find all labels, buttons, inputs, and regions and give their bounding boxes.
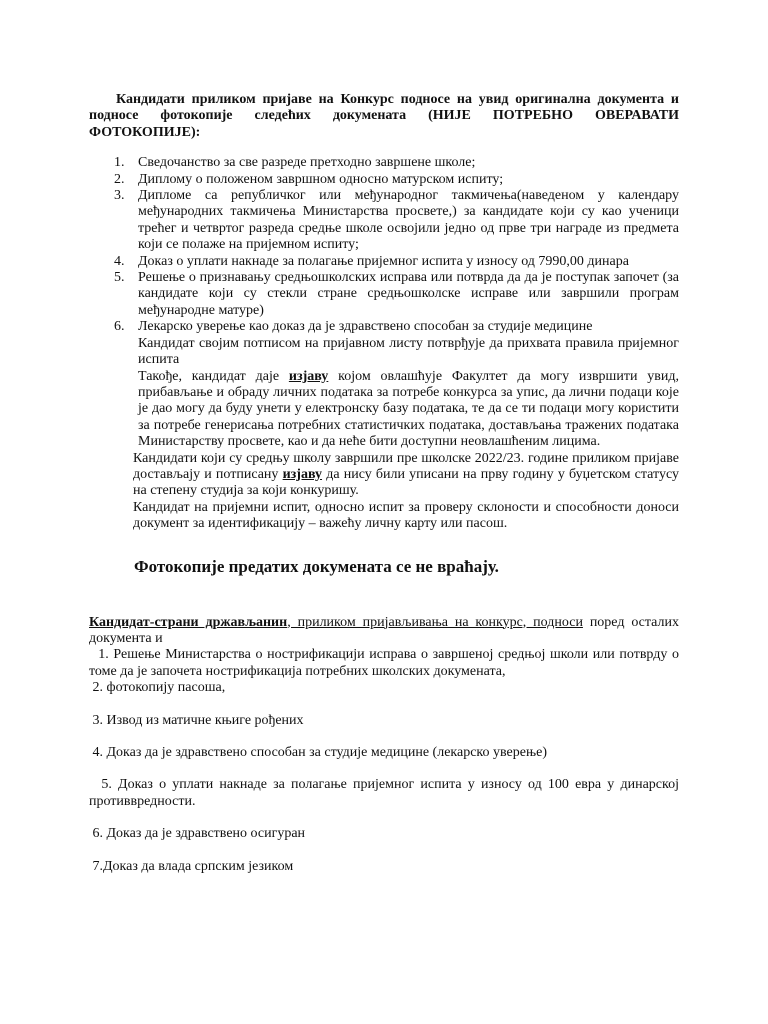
foreign-lead-bold: Кандидат-страни држављанин [89,614,288,630]
id-note: Кандидат на пријемни испит, односно испит за проверу склоности и способности доноси документ за идентификацију – важећу личну карту или пасош. [133,499,679,532]
document-content [89,92,683,875]
foreign-item: 2. фотокопију пасоша, [89,680,226,696]
list-item-text: Диплому о положеном завршном односно матурском испиту; [138,171,504,187]
prior-students-text-before: Кандидати који су средњу школу завршили пре школске 2022/23. године приликом пријаве достављају и потписану [133,450,679,482]
list-item-text: Решење о признавању средњошколских исправа или потврда да да је поступак започет (за кандидате који су стекли стране средњошколске исправе или завршили програм међународне матуре) [138,270,679,318]
list-item-text: Сведочанство за све разреде претходно завршене школе; [138,155,476,171]
list-item [114,171,679,188]
foreign-lead [89,615,679,648]
foreign-item: 5. Доказ о уплати накнаде за полагање пријемног испита у износу од 100 евра у динарској противвредности. [89,777,683,809]
list-item [114,319,679,532]
list-item-number: 4. [114,253,125,269]
list-item [114,253,679,270]
prior-students-text-after: да нису били уписани на прву годину у буџетском статусу на степену студија за који конкуришу. [133,466,679,499]
foreign-item: 6. Доказ да је здравствено осигуран [89,826,306,842]
intro-paragraph: Кандидати приликом пријаве на Конкурс подносе на увид оригинална документа и подносе фотокопије следећих докумената (НИЈЕ ПОТРЕБНО ОВЕРАВАТИ ФОТОКОПИЈЕ): [89,92,679,140]
signature-note: Кандидат својим потписом на пријавном листу потврђује да прихвата правила пријемног испита [138,335,679,368]
foreign-lead-rest: , приликом пријављивања на конкурс, подноси [287,614,583,630]
list-item-text: Лекарско уверење као доказ да је здравствено способан за студије медицине [138,319,593,335]
prior-students-statement-link[interactable]: изјаву [282,466,323,482]
list-item [114,270,679,319]
list-item-number: 3. [114,188,125,204]
foreign-item: 1. Решење Министарства о нострификацији исправа о завршеној средњој школи или потврду о томе да је започета нострификација потребних школских докумената, [89,647,683,679]
list-item-text: Доказ о уплати накнаде за полагање пријемног испита у износу од 7990,00 динара [138,253,629,269]
consent-statement-link[interactable]: изјаву [288,368,329,384]
list-item-number: 1. [114,155,125,171]
foreign-item: 3. Извод из матичне књиге рођених [89,712,304,728]
foreign-candidate-section [89,614,683,875]
consent-paragraph [138,369,679,451]
list-item-number: 5. [114,270,125,286]
consent-text-before: Такође, кандидат даје [138,368,289,384]
prior-students-paragraph [133,451,679,500]
list-item-number: 6. [114,319,125,335]
requirements-list [89,155,679,532]
foreign-lead-tail: поред осталих документа и [89,614,679,646]
list-item-number: 2. [114,171,125,187]
list-item [114,155,679,171]
foreign-item: 7.Доказ да влада српским језиком [89,858,294,874]
foreign-item: 4. Доказ да је здравствено способан за студије медицине (лекарско уверење) [89,745,547,760]
list-item-text: Дипломе са републичког или међународног такмичења(наведеном у календару међународних такмичења Министарства просвете,) за кандидате који су као ученици трећег и четвртог разреда средње школе освојили једно од прве три награде из предмета који се полаже на пријемном испиту; [138,188,679,253]
section-heading: Фотокопије предатих докумената се не враћају. [134,556,499,576]
consent-text-after: којом овлашћује Факултет да могу извршити увид, прибављање и обраду личних података за потребе конкурса за упис, да лични подаци које је дао могу да буду унети у електронску базу података, те да се ти подаци могу користити за потребе генерисања потребних статистичких података, достављања тражених података Министарству просвете, као и да неће бити доступни неовлашћеним лицима. [138,368,679,450]
list-item [114,188,679,254]
